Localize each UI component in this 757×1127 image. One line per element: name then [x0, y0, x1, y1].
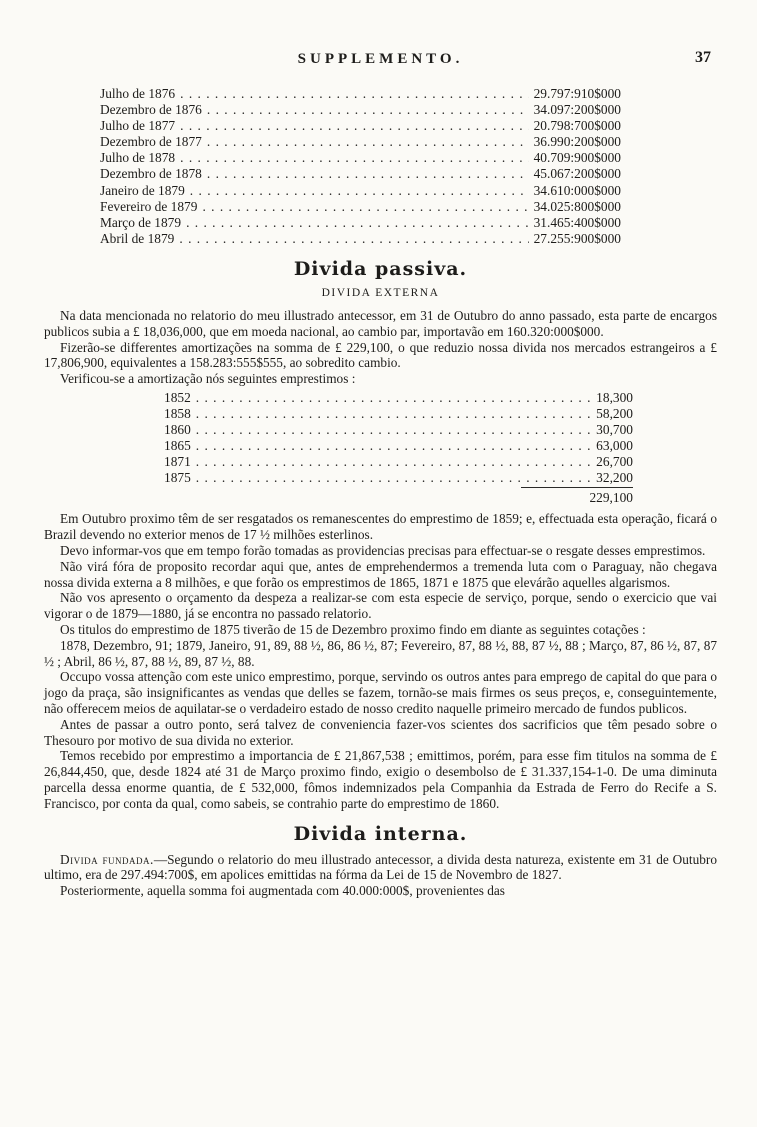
section-subtitle-divida-externa: DIVIDA EXTERNA [321, 286, 440, 299]
paragraph: Fizerão-se differentes amortizações na somma de £ 229,100, o que reduzio nossa divida nos mercados estrangeiros a £ 17,806,900, equivalentes a 158.283:555$555, ao sobredito cambio. [44, 339, 717, 371]
dot-leader [180, 150, 528, 166]
paragraph: Os titulos do emprestimo de 1875 tiverão de 15 de Dezembro proximo findo em diante as seguintes cotações : [60, 622, 646, 638]
dot-leader [207, 166, 529, 182]
table-row [100, 150, 621, 166]
paragraph: Não vos apresento o orçamento da despeza a realizar-se com esta especie de serviço, porque, sendo o exercicio que vai vigorar o de 1879—1880, já se encontra no passado relatorio. [44, 590, 717, 622]
row-label: Março de 1879 [100, 214, 182, 230]
table-row [100, 199, 621, 215]
row-value: 34.025:800$000 [533, 198, 621, 214]
paragraph: Em Outubro proximo têm de ser resgatados os remanescentes do emprestimo de 1859; e, effectuada esta operação, ficará o Brazil devendo no exterior menos de 17 ½ milhões esterlinos. [44, 511, 717, 543]
paragraph: Devo informar-vos que em tempo forão tomadas as providencias precisas para effectuar-se o resgate desses emprestimos. [60, 543, 706, 559]
dot-leader [196, 390, 591, 406]
dot-leader [196, 454, 591, 470]
dot-leader [196, 470, 591, 486]
row-label: Dezembro de 1876 [100, 102, 202, 118]
dot-leader [207, 102, 529, 118]
dot-leader [202, 199, 528, 215]
paragraph-quotations: 1878, Dezembro, 91; 1879, Janeiro, 91, 89, 88 ½, 86, 86 ½, 87; Fevereiro, 87, 88 ½, 88, 87 ½, 88 ; Março, 87, 86 ½, 87, 87 ½ ; Abril, 86 ½, 87, 88 ½, 89, 87 ½, 88. [44, 637, 717, 669]
table-row [100, 231, 621, 247]
dot-leader [196, 406, 591, 422]
row-label: Dezembro de 1878 [100, 166, 202, 182]
row-value: 20.798:700$000 [533, 118, 621, 134]
paragraph: Verificou-se a amortização nós seguintes emprestimos : [60, 371, 356, 387]
paragraph: Posteriormente, aquella somma foi augmentada com 40.000:000$, provenientes das [60, 883, 505, 899]
row-label: Abril de 1879 [100, 230, 175, 246]
row-label: 1852 [164, 389, 191, 405]
row-value: 36.990:200$000 [533, 134, 621, 150]
row-label: Julho de 1877 [100, 118, 176, 134]
row-label: 1875 [164, 470, 191, 486]
section-title-divida-interna: Divida interna. [293, 822, 468, 845]
row-label: Julho de 1876 [100, 86, 176, 101]
table-row [100, 134, 621, 150]
dot-leader [196, 438, 591, 454]
row-value: 31.465:400$000 [533, 214, 621, 230]
row-label: 1858 [164, 406, 191, 422]
table-row [164, 422, 633, 438]
table-total-row [164, 486, 633, 506]
row-value: 34.610:000$000 [533, 182, 621, 198]
paragraph-divida-fundada [44, 852, 717, 884]
row-label: 1865 [164, 438, 191, 454]
dot-leader [190, 183, 529, 199]
table-row [100, 102, 621, 118]
table-row [164, 438, 633, 454]
row-value: 26,700 [596, 454, 633, 470]
row-label: Janeiro de 1879 [100, 182, 185, 198]
paragraph: Occupo vossa attenção com este unico emprestimo, porque, servindo os outros antes para emprego de capital do que para o jogo da praça, são insignificantes as vendas que delles se fazem, tornão-se mais firmes os seus preços, e, conseguintemente, não offerecem meios de aquilatar-se o verdadeiro estado de nosso credito naquelle primeiro mercado de fundos publicos. [44, 669, 717, 717]
table-row [164, 390, 633, 406]
dot-leader [207, 134, 529, 150]
paragraph-text: —Segundo o relatorio do meu illustrado antecessor, a divida desta natureza, existente em 31 de Outubro ultimo, era de 297.494:700$, em apolices emittidas na fórma da Lei de 15 de Novembro de 1827. [44, 851, 717, 883]
table-row [100, 166, 621, 182]
page-header [44, 50, 717, 70]
table-row [100, 183, 621, 199]
amortization-table [164, 390, 633, 507]
table-row [164, 470, 633, 486]
row-value: 18,300 [596, 389, 633, 405]
paragraph-lead: Divida fundada. [60, 851, 154, 867]
row-value: 34.097:200$000 [533, 102, 621, 118]
row-value: 29.797:910$000 [533, 86, 621, 101]
dot-leader [180, 118, 528, 134]
row-label: Fevereiro de 1879 [100, 198, 198, 214]
row-value: 27.255:900$000 [533, 230, 621, 246]
paragraph: Antes de passar a outro ponto, será talvez de conveniencia fazer-vos scientes dos sacrificios que têm pesado sobre o Thesouro por motivo de sua divida no exterior. [44, 716, 717, 748]
row-label: 1871 [164, 454, 191, 470]
section-title-divida-passiva: Divida passiva. [293, 257, 468, 280]
row-label: 1860 [164, 422, 191, 438]
page-number: 37 [695, 49, 711, 66]
row-value: 45.067:200$000 [533, 166, 621, 182]
row-label: Julho de 1878 [100, 150, 176, 166]
dot-leader [180, 86, 528, 102]
paragraph: Na data mencionada no relatorio do meu illustrado antecessor, em 31 de Outubro do anno passado, esta parte de encargos publicos subia a £ 18,036,000, que em moeda nacional, ao cambio par, importavão em 160.320:000$000. [44, 307, 717, 339]
paragraph: Não virá fóra de proposito recordar aqui que, antes de emprehendermos a tremenda luta com o Paraguay, não chegava nossa divida externa a 8 milhões, e que forão os emprestimos de 1865, 1871 e 1875 que elevárão aquelles algarismos. [44, 558, 717, 590]
table-row [100, 118, 621, 134]
table-row [164, 454, 633, 470]
row-value: 30,700 [596, 422, 633, 438]
row-value: 63,000 [596, 438, 633, 454]
running-title: SUPPLEMENTO. [297, 51, 464, 67]
row-value: 58,200 [596, 406, 633, 422]
table-row [100, 215, 621, 231]
dot-leader [196, 422, 591, 438]
table-row [164, 406, 633, 422]
paragraph: Temos recebido por emprestimo a importancia de £ 21,867,538 ; emittimos, porém, para esse fim titulos na somma de £ 26,844,450, que, desde 1824 até 31 de Março proximo findo, exigio o desembolso de £ 31.337,154-1-0. De uma diminuta parcella dessa enorme quantia, de £ 532,000, fômos indemnizados pela Companhia da Estrada de Ferro do Recife a S. Francisco, por conta da qual, como sabeis, se contrahio parte do emprestimo de 1860. [44, 748, 717, 811]
row-label: Dezembro de 1877 [100, 134, 202, 150]
row-value: 40.709:900$000 [533, 150, 621, 166]
table-total-value: 229,100 [521, 487, 633, 506]
dot-leader [179, 231, 528, 247]
debt-balance-table [100, 86, 621, 247]
dot-leader [186, 215, 529, 231]
row-value: 32,200 [596, 470, 633, 486]
table-row [100, 86, 621, 102]
